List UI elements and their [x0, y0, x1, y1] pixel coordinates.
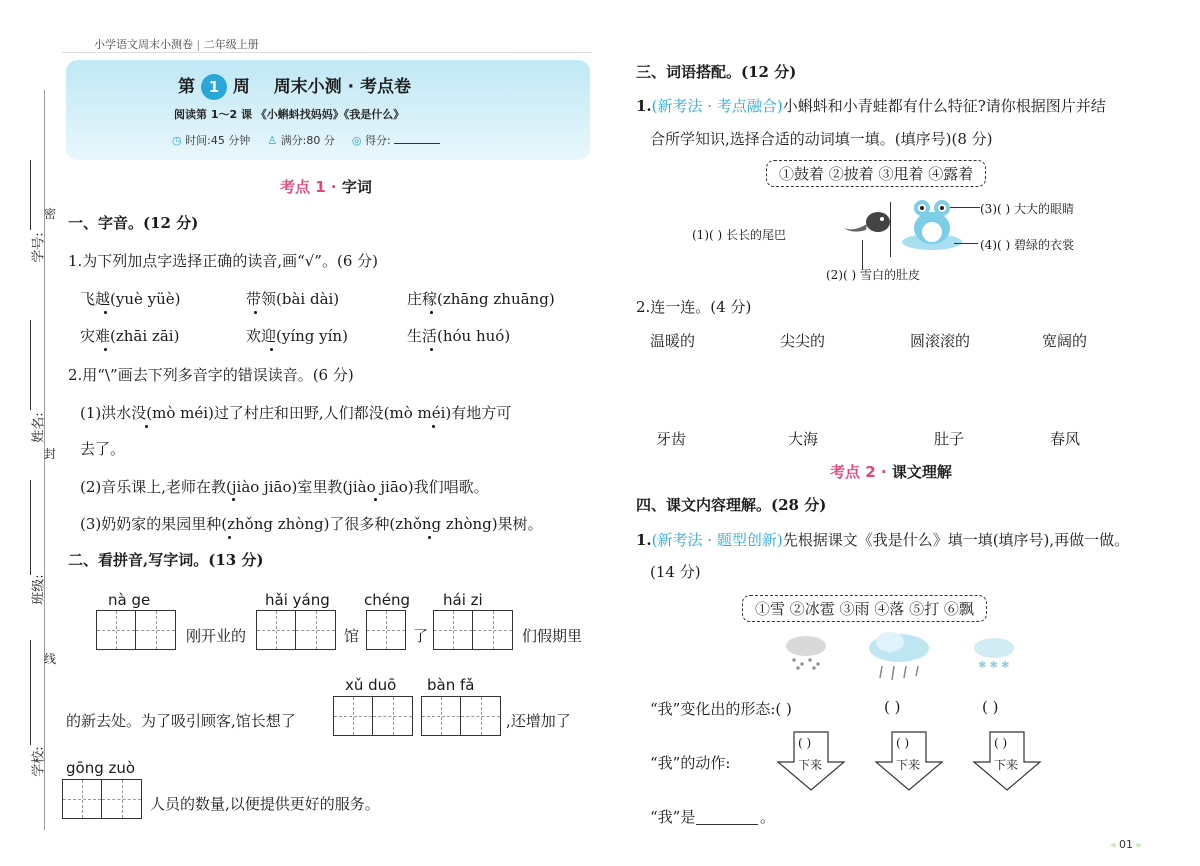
- tadpole-illustration: [836, 206, 896, 242]
- form-label[interactable]: “我”变化出的形态:( ): [650, 700, 792, 718]
- bracket-line: [950, 207, 980, 208]
- grade-label: 二年级上册: [203, 38, 259, 51]
- form-blank[interactable]: ( ): [982, 698, 999, 716]
- emphasis-dot: [374, 498, 377, 501]
- char-grid[interactable]: [366, 610, 406, 650]
- emphasis-dot: [228, 536, 231, 539]
- pinyin-label: chéng: [364, 591, 411, 609]
- emphasis-dot: [432, 425, 435, 428]
- match-top-word[interactable]: 圆滚滚的: [910, 332, 971, 350]
- title-banner: [66, 60, 590, 160]
- snow-cloud-icon: [782, 632, 830, 672]
- class-label: 班级:: [31, 574, 47, 605]
- q2-line-3[interactable]: (3)奶奶家的果园里种(zhǒng zhòng)了很多种(zhǒng zhòng)果树。: [80, 515, 543, 533]
- class-line[interactable]: [30, 480, 31, 575]
- q1-item[interactable]: 欢迎(yíng yín): [246, 327, 348, 345]
- match-label-belly[interactable]: (2)( ) 雪白的肚皮: [826, 268, 920, 282]
- q1-item[interactable]: 灾难(zhāi zāi): [80, 327, 180, 345]
- part2-title: 二、看拼音,写字词。(13 分): [68, 551, 264, 569]
- person-icon: ♙: [267, 134, 278, 147]
- clock-icon: ◷: [172, 134, 182, 147]
- page-title: 周末小测 · 考点卷: [273, 77, 411, 97]
- page-number: ◂ 01 ▸: [1110, 838, 1143, 851]
- part1-title: 一、字音。(12 分): [68, 214, 199, 232]
- emphasis-dot: [270, 348, 273, 351]
- fill-text: 了: [413, 627, 429, 645]
- q4-tag: (新考法 · 题型创新): [651, 531, 783, 549]
- char-grid[interactable]: [421, 696, 501, 736]
- pinyin-label: gōng zuò: [66, 759, 136, 777]
- q1-title: 1.为下列加点字选择正确的读音,画“√”。(6 分): [68, 252, 378, 270]
- form-options-box: ①雪 ②冰雹 ③雨 ④落 ⑤打 ⑥飘: [742, 595, 987, 622]
- arrow-text: 下来: [798, 758, 823, 772]
- q1-item[interactable]: 飞越(yuè yüè): [80, 290, 181, 308]
- verb-options-box: ①鼓着 ②披着 ③甩着 ④露着: [766, 160, 986, 187]
- emphasis-dot: [104, 348, 107, 351]
- is-answer-blank[interactable]: [696, 824, 758, 825]
- match-top-word[interactable]: 尖尖的: [780, 332, 826, 350]
- char-grid[interactable]: [333, 696, 413, 736]
- bracket-line: [890, 202, 891, 257]
- match-top-word[interactable]: 宽阔的: [1042, 332, 1088, 350]
- header-rule: [62, 52, 592, 53]
- week-title: 第 1 周 周末小测 · 考点卷: [178, 72, 411, 100]
- q4-points: (14 分): [650, 563, 701, 581]
- q2-line-1[interactable]: (1)洪水没(mò méi)过了村庄和田野,人们都没(mò méi)有地方可: [80, 404, 512, 422]
- emphasis-dot: [430, 348, 433, 351]
- arrow-text: 下来: [896, 758, 921, 772]
- char-grid[interactable]: [62, 779, 142, 819]
- arrow-blank[interactable]: ( ): [798, 736, 812, 750]
- part4-title: 四、课文内容理解。(28 分): [636, 496, 827, 514]
- emphasis-dot: [232, 498, 235, 501]
- fill-text: ,还增加了: [506, 712, 571, 730]
- match-bottom-word[interactable]: 大海: [788, 430, 819, 448]
- bracket-line: [954, 243, 978, 244]
- svg-text:✱ ✱ ✱: ✱ ✱ ✱: [978, 660, 1010, 671]
- form-blank[interactable]: ( ): [884, 698, 901, 716]
- emphasis-dot: [254, 311, 257, 314]
- q3-tag: (新考法 · 考点融合): [651, 97, 783, 115]
- char-grid[interactable]: [433, 610, 513, 650]
- q1-item[interactable]: 带领(bài dài): [246, 290, 340, 308]
- seal-mark-3: 线: [44, 652, 57, 666]
- name-label: 姓名:: [31, 412, 47, 443]
- pinyin-label: xǔ duō: [345, 676, 397, 694]
- emphasis-dot: [430, 311, 433, 314]
- match-bottom-word[interactable]: 春风: [1050, 430, 1081, 448]
- q2-title: 2.用“\”画去下列多音字的错误读音。(6 分): [68, 366, 354, 384]
- pinyin-label: nà ge: [108, 591, 151, 609]
- q3-1-line2: 合所学知识,选择合适的动词填一填。(填序号)(8 分): [650, 130, 993, 148]
- meta-row: ◷ 时间:45 分钟 ♙ 满分:80 分 ◎ 得分:: [172, 132, 440, 148]
- action-label: “我”的动作:: [650, 754, 731, 772]
- pinyin-label: hǎi yáng: [265, 591, 330, 609]
- part3-title: 三、词语搭配。(12 分): [636, 63, 797, 81]
- hail-cloud-icon: [970, 634, 1018, 674]
- q3-1-line: 1.(新考法 · 考点融合)小蝌蚪和小青蛙都有什么特征?请你根据图片并结: [636, 97, 1106, 115]
- section-heading-2: 考点 2 · 课文理解: [830, 463, 952, 481]
- fill-text: 们假期里: [522, 627, 583, 645]
- fill-text: 馆: [344, 627, 360, 645]
- seal-mark-1: 密: [44, 207, 57, 221]
- emphasis-dot: [428, 536, 431, 539]
- fill-text: 人员的数量,以便提供更好的服务。: [150, 795, 380, 813]
- q1-item[interactable]: 生活(hóu huó): [407, 327, 511, 345]
- char-grid[interactable]: [256, 610, 336, 650]
- school-label: 学校:: [31, 746, 47, 777]
- q2-line-1b: 去了。: [80, 440, 126, 458]
- rain-cloud-icon: [866, 628, 932, 684]
- match-bottom-word[interactable]: 牙齿: [656, 430, 687, 448]
- seal-mark-2: 封: [44, 447, 57, 461]
- q1-item[interactable]: 庄稼(zhāng zhuāng): [407, 290, 555, 308]
- pinyin-label: hái zi: [443, 591, 483, 609]
- match-label-tail[interactable]: (1)( ) 长长的尾巴: [692, 228, 786, 242]
- char-grid[interactable]: [96, 610, 176, 650]
- emphasis-dot: [104, 311, 107, 314]
- q4-1-line: 1.(新考法 · 题型创新)先根据课文《我是什么》填一填(填序号),再做一做。: [636, 531, 1130, 549]
- arrow-blank[interactable]: ( ): [896, 736, 910, 750]
- student-id-line[interactable]: [30, 160, 31, 230]
- emphasis-dot: [145, 425, 148, 428]
- arrow-text: 下来: [994, 758, 1019, 772]
- fill-text: 的新去处。为了吸引顾客,馆长想了: [66, 712, 296, 730]
- school-line[interactable]: [30, 640, 31, 745]
- match-top-word[interactable]: 温暖的: [650, 332, 696, 350]
- score-blank[interactable]: [394, 143, 440, 144]
- section-heading-1: 考点 1 · 字词: [280, 178, 372, 196]
- name-line[interactable]: [30, 320, 31, 410]
- match-bottom-word[interactable]: 肚子: [934, 430, 965, 448]
- student-id-label: 学号:: [31, 232, 47, 263]
- lesson-subtitle: 阅读第 1～2 课 《小蝌蚪找妈妈》《我是什么》: [174, 108, 405, 121]
- pinyin-label: bàn fǎ: [427, 676, 475, 694]
- week-number-badge: 1: [201, 74, 227, 100]
- q2-line-2[interactable]: (2)音乐课上,老师在教(jiào jiāo)室里教(jiào jiāo)我们唱歌。: [80, 478, 489, 496]
- series-label: 小学语文周末小测卷 | 二年级上册: [94, 38, 259, 51]
- target-icon: ◎: [351, 134, 362, 147]
- q3-2-title: 2.连一连。(4 分): [636, 298, 752, 316]
- is-tail: 。: [760, 808, 776, 826]
- is-label: “我”是: [650, 808, 696, 826]
- prev-page-icon: ◂: [1110, 838, 1116, 851]
- fill-text: 刚开业的: [186, 627, 247, 645]
- match-label-clothes[interactable]: (4)( ) 碧绿的衣裳: [980, 238, 1074, 252]
- arrow-blank[interactable]: ( ): [994, 736, 1008, 750]
- next-page-icon: ▸: [1136, 838, 1143, 851]
- match-label-eyes[interactable]: (3)( ) 大大的眼睛: [980, 202, 1074, 216]
